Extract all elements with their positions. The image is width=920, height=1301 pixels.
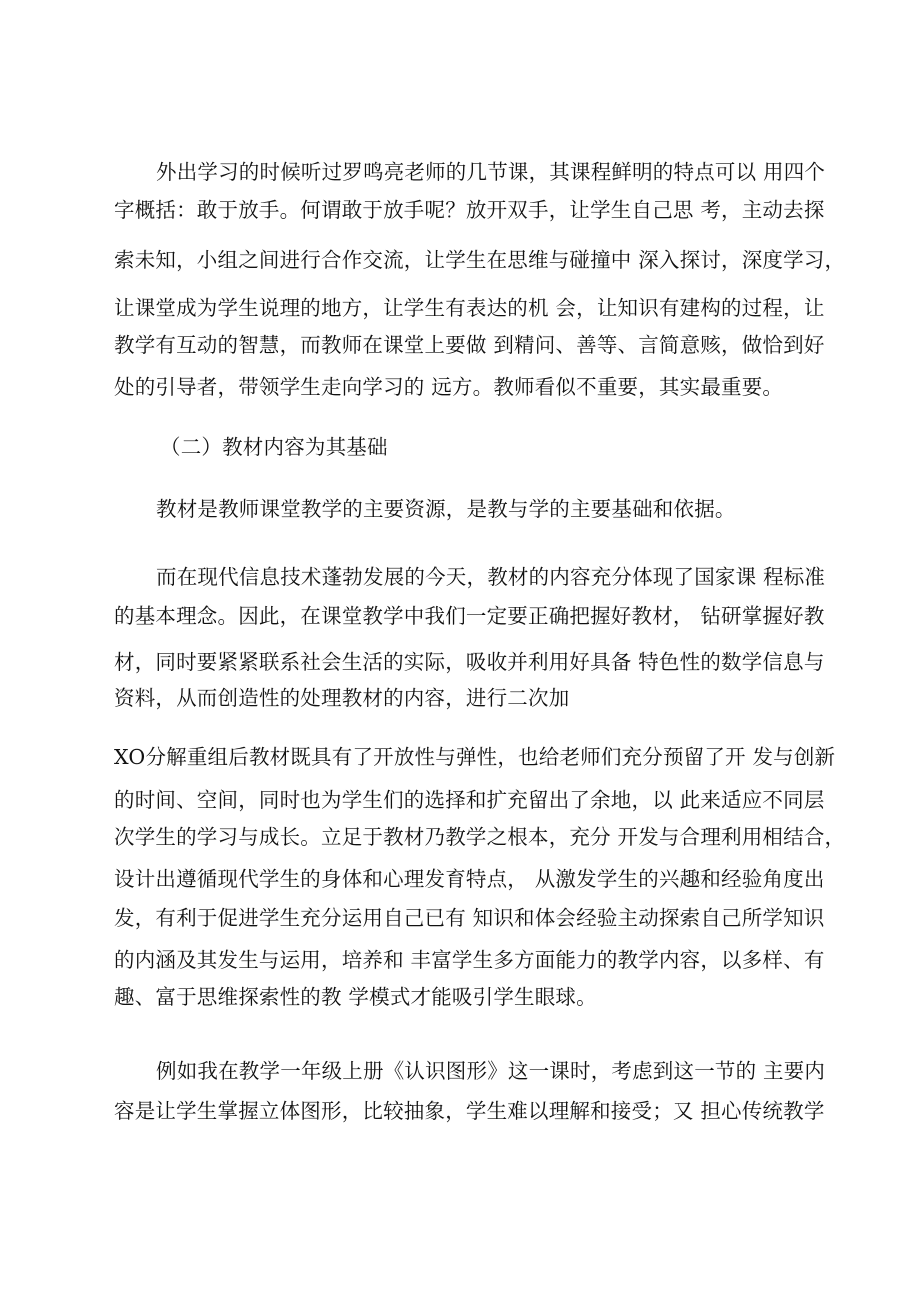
paragraph-3-line-4: 资料，从而创造性的处理教材的内容，进行二次加 (114, 686, 570, 710)
paragraph-1-line-2: 字概括：敢于放手。何谓敢于放手呢？放开双手，让学生自己思 考，主动去探 (114, 198, 825, 222)
paragraph-1-line-4: 让课堂成为学生说理的地方，让学生有表达的机 会，让知识有建构的过程，让 (114, 296, 825, 320)
section-heading: （二）教材内容为其基础 (160, 435, 388, 459)
paragraph-1-line-5: 教学有互动的智慧，而教师在课堂上要做 到精问、善等、言简意赅，做恰到好 (114, 333, 825, 357)
paragraph-4-line-3: 次学生的学习与成长。立足于教材乃教学之根本，充分 开发与合理利用相结合， (114, 825, 846, 849)
paragraph-4-line-1: XO分解重组后教材既具有了开放性与弹性，也给老师们充分预留了开 发与创新 (114, 745, 836, 769)
paragraph-4-line-2: 的时间、空间，同时也为学生们的选择和扩充留出了余地，以 此来适应不同层 (114, 788, 825, 812)
paragraph-5-line-2: 容是让学生掌握立体图形，比较抽象，学生难以理解和接受；又 担心传统教学 (114, 1099, 825, 1123)
paragraph-1-line-3: 索未知，小组之间进行合作交流，让学生在思维与碰撞中 深入探讨，深度学习， (114, 248, 846, 272)
paragraph-3-line-3: 材，同时要紧紧联系社会生活的实际，吸收并利用好具备 特色性的数学信息与 (114, 650, 825, 674)
paragraph-4-line-6: 的内涵及其发生与运用，培养和 丰富学生多方面能力的教学内容，以多样、有 (114, 948, 825, 972)
paragraph-4-line-5: 发，有利于促进学生充分运用自己已有 知识和体会经验主动探索自己所学知识 (114, 906, 825, 930)
paragraph-3-line-2: 的基本理念。因此，在课堂教学中我们一定要正确把握好教材， 钻研掌握好教 (114, 604, 825, 628)
paragraph-4-line-7: 趣、富于思维探索性的教 学模式才能吸引学生眼球。 (114, 985, 597, 1009)
paragraph-4-line-4: 设计出遵循现代学生的身体和心理发育特点， 从激发学生的兴趣和经验角度出 (114, 867, 825, 891)
paragraph-5-line-1: 例如我在教学一年级上册《认识图形》这一课时，考虑到这一节的 主要内 (156, 1059, 826, 1083)
paragraph-2-line-1: 教材是教师课堂教学的主要资源，是教与学的主要基础和依据。 (156, 497, 736, 521)
paragraph-3-line-1: 而在现代信息技术蓬勃发展的今天，教材的内容充分体现了国家课 程标准 (156, 565, 826, 589)
paragraph-1-line-6: 处的引导者，带领学生走向学习的 远方。教师看似不重要，其实最重要。 (114, 375, 784, 399)
paragraph-1-line-1: 外出学习的时候听过罗鸣亮老师的几节课，其课程鲜明的特点可以 用四个 (156, 160, 826, 184)
